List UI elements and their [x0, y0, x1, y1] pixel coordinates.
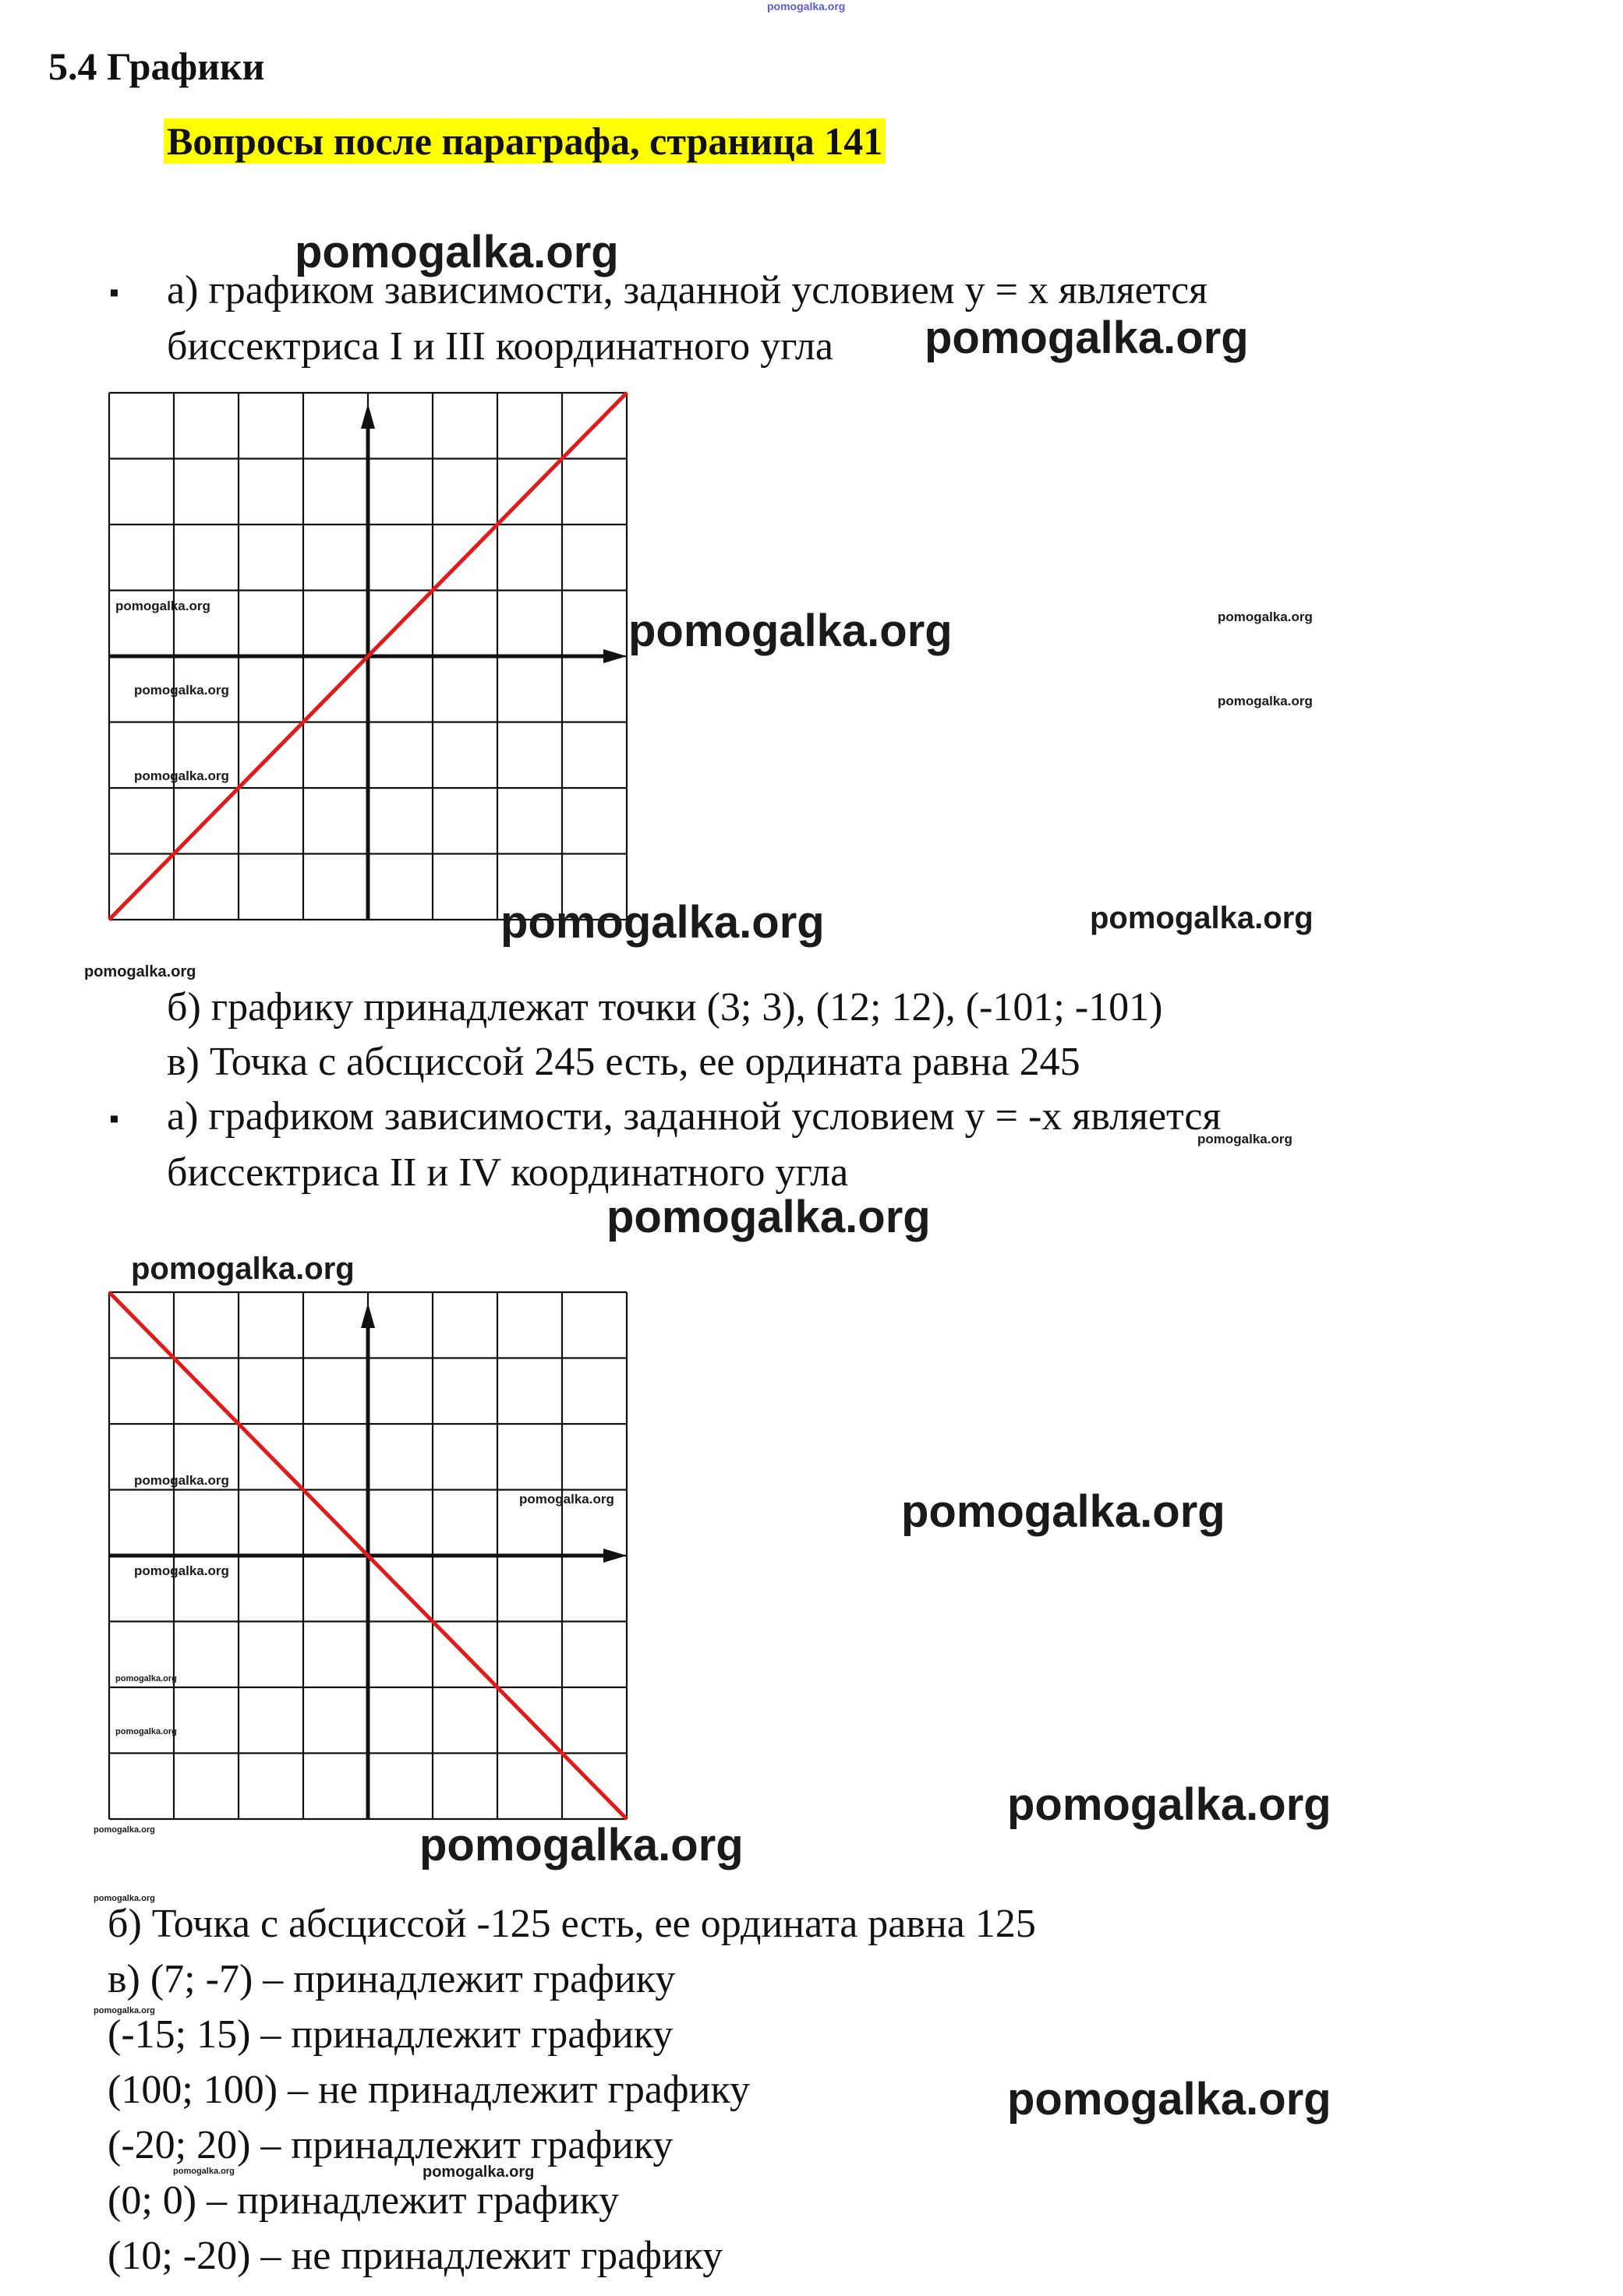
section2-item: (-15; 15) – принадлежит графику	[108, 2012, 674, 2057]
watermark: pomogalka.org	[1090, 901, 1314, 935]
watermark: pomogalka.org	[1218, 694, 1313, 708]
watermark: pomogalka.org	[131, 1252, 355, 1286]
section1-line-a2: биссектриса I и III координатного угла	[167, 324, 833, 369]
watermark: pomogalka.org	[628, 606, 953, 656]
section1-line-a1: а) графиком зависимости, заданной условием у = х является	[167, 268, 1208, 313]
watermark: pomogalka.org	[419, 1820, 744, 1870]
page-title: 5.4 Графики	[48, 44, 265, 88]
section1-line-c: в) Точка с абсциссой 245 есть, ее ордината равна 245	[167, 1040, 1080, 1084]
bullet-1: ▪	[109, 277, 119, 308]
section1-line-b: б) графику принадлежат точки (3; 3), (12; 12), (-101; -101)	[167, 985, 1163, 1030]
watermark: pomogalka.org	[94, 1894, 155, 1903]
section2-line-b: б) Точка с абсциссой -125 есть, ее ордината равна 125	[108, 1902, 1036, 1946]
site-mark-top: pomogalka.org	[767, 0, 846, 12]
y-axis-arrow	[361, 404, 375, 429]
bullet-2: ▪	[109, 1103, 119, 1134]
section-subtitle: Вопросы после параграфа, страница 141	[164, 118, 886, 164]
section2-item: (10; -20) – не принадлежит графику	[108, 2234, 723, 2278]
watermark: pomogalka.org	[519, 1492, 614, 1507]
graph-y-equals-minus-x	[108, 1291, 630, 1822]
watermark: pomogalka.org	[1007, 1779, 1331, 1830]
watermark: pomogalka.org	[84, 963, 196, 980]
watermark: pomogalka.org	[901, 1486, 1225, 1537]
section2-item: (100; 100) – не принадлежит графику	[108, 2068, 750, 2112]
section2-item: (-20; 20) – принадлежит графику	[108, 2123, 674, 2167]
watermark: pomogalka.org	[134, 683, 229, 698]
watermark: pomogalka.org	[115, 1674, 177, 1683]
section2-line-a1: а) графиком зависимости, заданной условием у = -х является	[167, 1094, 1222, 1139]
watermark: pomogalka.org	[94, 1825, 155, 1835]
watermark: pomogalka.org	[134, 1563, 229, 1578]
watermark: pomogalka.org	[500, 897, 825, 948]
x-axis-arrow	[603, 649, 627, 663]
watermark: pomogalka.org	[606, 1192, 931, 1242]
x-axis-arrow	[603, 1549, 627, 1563]
watermark: pomogalka.org	[94, 2006, 155, 2015]
watermark: pomogalka.org	[134, 768, 229, 783]
section2-item: в) (7; -7) – принадлежит графику	[108, 1957, 676, 2001]
watermark: pomogalka.org	[115, 599, 210, 613]
watermark: pomogalka.org	[1007, 2074, 1331, 2125]
watermark: pomogalka.org	[1197, 1132, 1292, 1146]
watermark: pomogalka.org	[423, 2164, 535, 2181]
watermark: pomogalka.org	[115, 1727, 177, 1736]
y-axis-arrow	[361, 1303, 375, 1328]
watermark: pomogalka.org	[925, 313, 1249, 363]
graph-y-equals-x	[108, 391, 630, 923]
watermark: pomogalka.org	[173, 2167, 235, 2176]
watermark: pomogalka.org	[1218, 609, 1313, 624]
watermark: pomogalka.org	[134, 1473, 229, 1488]
section2-item: (0; 0) – принадлежит графику	[108, 2178, 620, 2223]
watermark: pomogalka.org	[295, 227, 619, 277]
section2-line-a2: биссектриса II и IV координатного угла	[167, 1150, 849, 1195]
